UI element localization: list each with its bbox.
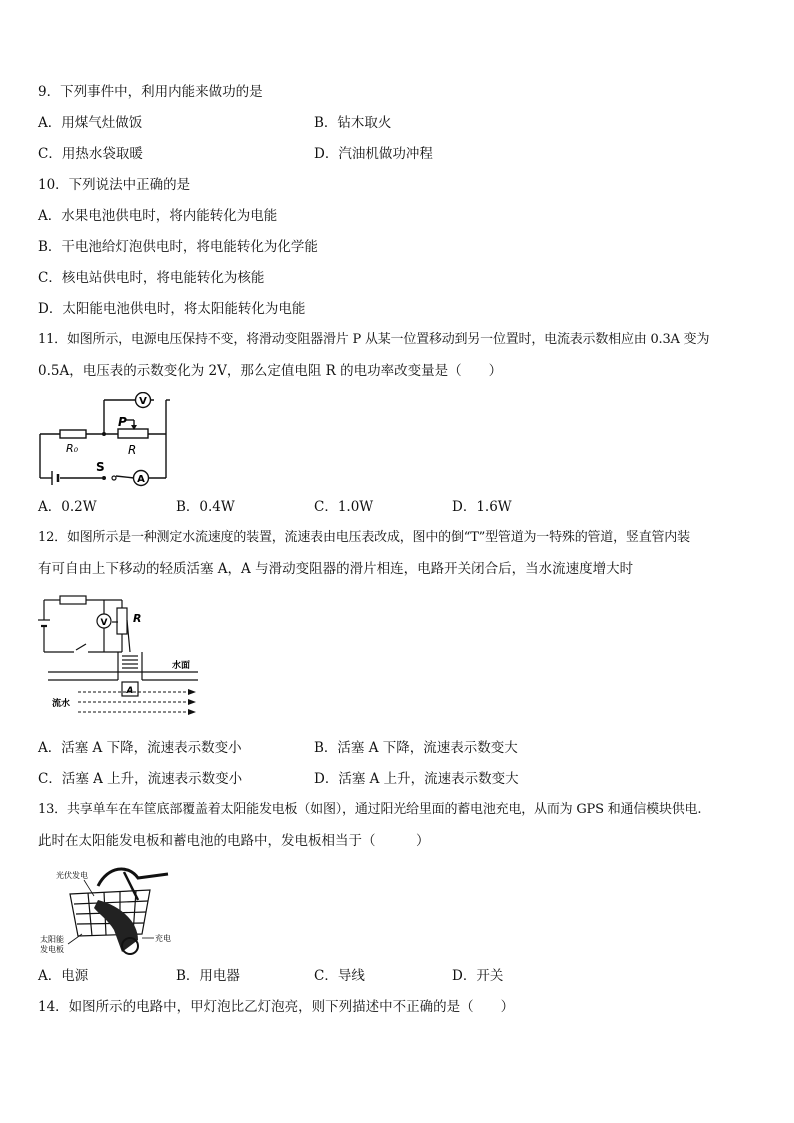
q11-option-a: A．0.2W: [38, 499, 97, 515]
q11-r-label: R: [128, 443, 137, 457]
q9-option-b: B．钻木取火: [314, 115, 392, 131]
q9-option-c: C．用热水袋取暖: [38, 146, 143, 162]
q12-flow-label: 流水: [52, 699, 71, 709]
q9-option-d: D．汽油机做功冲程: [314, 146, 433, 162]
q10-stem: 10．下列说法中正确的是: [38, 177, 191, 193]
q10-option-d: D．太阳能电池供电时，将太阳能转化为电能: [38, 301, 306, 317]
q12-water-surface-label: 水面: [172, 661, 191, 671]
q9-option-a: A．用煤气灶做饭: [38, 115, 143, 131]
q10-option-b: B．干电池给灯泡供电时，将电能转化为化学能: [38, 239, 318, 255]
q11-r0-label: R₀: [66, 442, 79, 455]
q13-panel-label-1: 太阳能: [40, 935, 64, 944]
q12-stem-line1: 12．如图所示是一种测定水流速度的装置，流速表由电压表改成，图中的倒“T”型管道为一特殊的管道，竖直管内装: [38, 530, 690, 545]
q9-stem: 9．下列事件中，利用内能来做功的是: [38, 84, 263, 100]
q12-flow-device-figure: [38, 592, 208, 722]
q13-stem-line1: 13．共享单车在车筐底部覆盖着太阳能发电板（如图），通过阳光给里面的蓄电池充电，从而为 GPS 和通信模块供电.: [38, 802, 702, 817]
q10-option-c: C．核电站供电时，将电能转化为核能: [38, 270, 265, 286]
q13-stem-line2: 此时在太阳能发电板和蓄电池的电路中，发电板相当于（ ）: [38, 833, 430, 849]
q10-option-a: A．水果电池供电时，将内能转化为电能: [38, 208, 278, 224]
q12-stem-line2: 有可自由上下移动的轻质活塞 A，A 与滑动变阻器的滑片相连，电路开关闭合后，当水流速度增大时: [38, 561, 634, 577]
q11-ammeter-label: A: [137, 474, 145, 485]
q13-pv-label: 光伏发电: [56, 871, 88, 880]
q11-voltmeter-label: V: [139, 396, 147, 407]
q11-option-b: B．0.4W: [176, 499, 235, 515]
q13-option-c: C．导线: [314, 968, 365, 984]
q11-slider-p-label: P: [118, 415, 127, 429]
q11-stem-line1: 11．如图所示，电源电压保持不变，将滑动变阻器滑片 P 从某一位置移动到另一位置时，电流表示数相应由 0.3A 变为: [38, 332, 710, 347]
q11-stem-line2: 0.5A，电压表的示数变化为 2V，那么定值电阻 R 的电功率改变量是（ ）: [38, 363, 503, 379]
q14-stem: 14．如图所示的电路中，甲灯泡比乙灯泡亮，则下列描述中不正确的是（ ）: [38, 999, 515, 1015]
q12-voltmeter-label: V: [100, 618, 108, 628]
q13-bike-basket-figure: [38, 860, 188, 956]
q13-option-d: D．开关: [452, 968, 504, 984]
q13-panel-label-2: 发电板: [40, 945, 64, 954]
q12-option-d: D．活塞 A 上升，流速表示数变大: [314, 771, 519, 787]
q12-piston-label: A: [126, 686, 134, 696]
q11-option-c: C．1.0W: [314, 499, 374, 515]
q11-circuit-figure: [38, 392, 170, 492]
q12-option-c: C．活塞 A 上升，流速表示数变小: [38, 771, 243, 787]
q11-option-d: D．1.6W: [452, 499, 512, 515]
q13-option-a: A．电源: [38, 968, 89, 984]
q13-charge-label: 充电: [155, 934, 171, 943]
q11-switch-label: S: [96, 460, 105, 474]
q13-option-b: B．用电器: [176, 968, 240, 984]
q12-r-label: R: [133, 612, 142, 625]
q12-option-b: B．活塞 A 下降，流速表示数变大: [314, 740, 518, 756]
q12-option-a: A．活塞 A 下降，流速表示数变小: [38, 740, 242, 756]
